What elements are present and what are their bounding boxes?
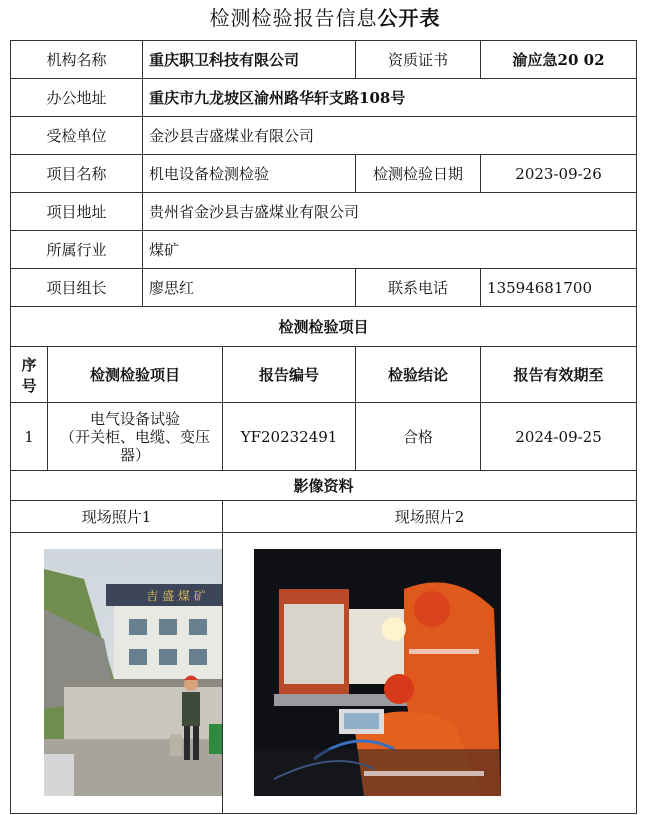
org-label: 机构名称 — [11, 41, 143, 79]
row-item: 电气设备试验 （开关柜、电缆、变压 器） — [48, 403, 223, 471]
cert-label: 资质证书 — [356, 41, 481, 79]
row-conclusion: 合格 — [356, 403, 481, 471]
row-valid-until: 2024-09-25 — [481, 403, 637, 471]
col-conclusion: 检验结论 — [356, 347, 481, 403]
site-label: 项目地址 — [11, 193, 143, 231]
site-photo-1-image — [44, 549, 223, 796]
row-project — [11, 155, 637, 193]
cert-value: 渝应急20 02 — [481, 41, 637, 79]
org-value: 重庆职卫科技有限公司 — [143, 41, 356, 79]
page-title: 检测检验报告信息公开表 — [209, 6, 441, 30]
project-label: 项目名称 — [11, 155, 143, 193]
media-heading: 影像资料 — [11, 471, 637, 501]
col-valid-until: 报告有效期至 — [481, 347, 637, 403]
svg-text:吉 盛 煤 矿: 吉 盛 煤 矿 — [146, 589, 206, 603]
row-address — [11, 79, 637, 117]
row-industry — [11, 231, 637, 269]
date-label: 检测检验日期 — [356, 155, 481, 193]
table-row — [11, 403, 637, 471]
client-label: 受检单位 — [11, 117, 143, 155]
row-leader — [11, 269, 637, 307]
site-photo-2 — [254, 549, 501, 796]
row-report-no: YF20232491 — [223, 403, 356, 471]
items-heading-row — [11, 307, 637, 347]
project-value: 机电设备检测检验 — [143, 155, 356, 193]
col-report-no: 报告编号 — [223, 347, 356, 403]
client-value: 金沙县吉盛煤业有限公司 — [143, 117, 637, 155]
photo2-cell — [223, 533, 637, 814]
site-photo-1 — [44, 549, 223, 796]
photo2-label: 现场照片2 — [223, 501, 637, 533]
site-photo-2-image — [254, 549, 501, 796]
row-seq: 1 — [11, 403, 48, 471]
items-header-row — [11, 347, 637, 403]
photo1-cell — [11, 533, 223, 814]
items-heading: 检测检验项目 — [11, 307, 637, 347]
report-table — [10, 40, 637, 814]
col-item: 检测检验项目 — [48, 347, 223, 403]
photo-row — [11, 533, 637, 814]
leader-label: 项目组长 — [11, 269, 143, 307]
leader-value: 廖思红 — [143, 269, 356, 307]
photo-label-row — [11, 501, 637, 533]
phone-value: 13594681700 — [481, 269, 637, 307]
site-value: 贵州省金沙县吉盛煤业有限公司 — [143, 193, 637, 231]
media-heading-row — [11, 471, 637, 501]
addr-value: 重庆市九龙坡区渝州路华轩支路108号 — [143, 79, 637, 117]
industry-value: 煤矿 — [143, 231, 637, 269]
photo1-label: 现场照片1 — [11, 501, 223, 533]
row-client — [11, 117, 637, 155]
row-site — [11, 193, 637, 231]
addr-label: 办公地址 — [11, 79, 143, 117]
industry-label: 所属行业 — [11, 231, 143, 269]
phone-label: 联系电话 — [356, 269, 481, 307]
row-org — [11, 41, 637, 79]
date-value: 2023-09-26 — [481, 155, 637, 193]
col-seq: 序 号 — [11, 347, 48, 403]
